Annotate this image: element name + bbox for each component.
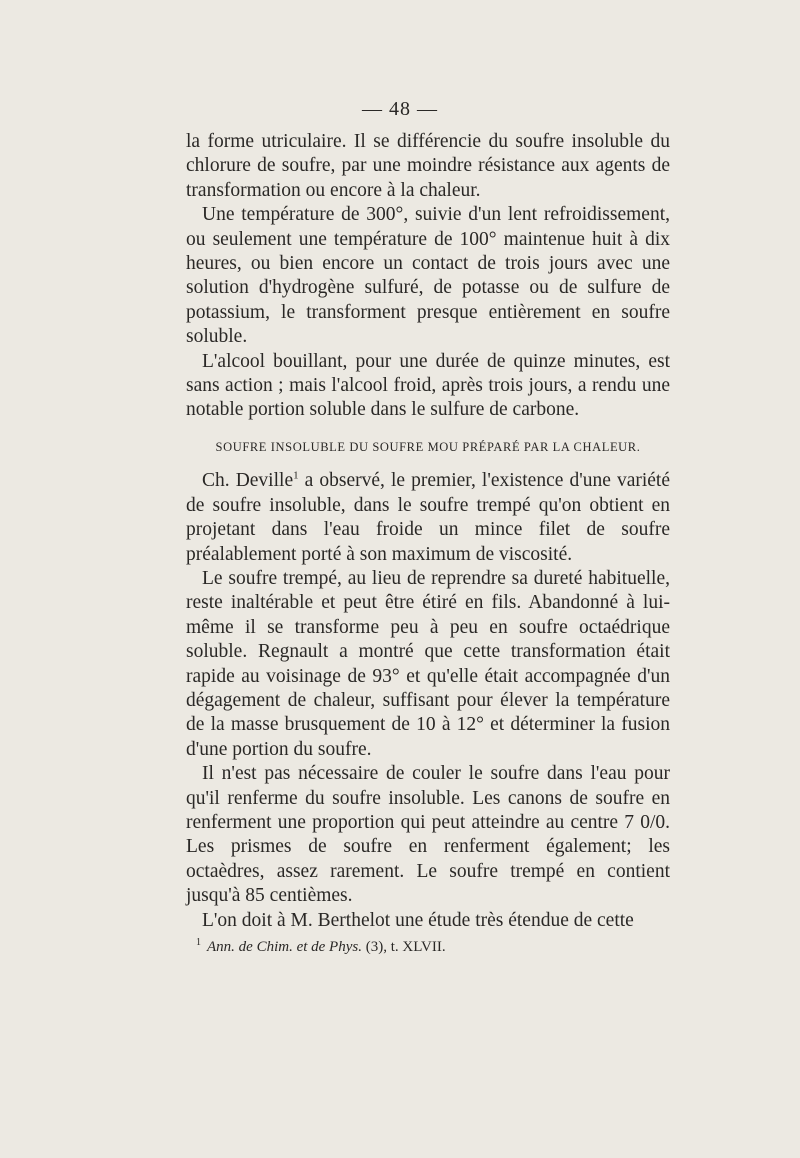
paragraph-2: Une température de 300°, suivie d'un lent refroidissement, ou seulement une température de 100° maintenue huit à dix heures, ou bien encore un contact de trois jours avec une solution d'hydrogène sulfuré, de potasse ou de sulfure de potassium, le transforment presque entièrement en soufre soluble.	[186, 204, 670, 348]
paragraph-5: Le soufre trempé, au lieu de reprendre sa dureté habituelle, reste inaltérable et peut être étiré en fils. Abandonné à lui-même il se transforme peu à peu en soufre octaédrique soluble. Regnault a montré que cette transformation était rapide au voisinage de 93° et qu'elle était accompagnée d'un dégagement de chaleur, suffisant pour élever la température de la masse brusquement de 10 à 12° et déterminer la fusion d'une portion du soufre.	[186, 567, 670, 760]
paragraph-1: la forme utriculaire. Il se différencie du soufre insoluble du chlorure de soufre, par une moindre résistance aux agents de transformation ou encore à la chaleur.	[186, 131, 670, 201]
footnote-mark: 1	[196, 937, 201, 948]
paragraph-4-rest: a observé, le premier, l'existence d'une variété de soufre insoluble, dans le soufre trempé qu'on obtient en projetant dans l'eau froide un mince filet de soufre préalablement porté à son maximum de viscosité.	[186, 470, 670, 565]
footnote	[196, 937, 446, 956]
paragraph-4	[186, 469, 670, 567]
footnote-reference: 1	[293, 469, 299, 482]
page-number: — 48 —	[362, 98, 438, 120]
paragraph-4-start: Ch. Deville	[202, 470, 294, 492]
section-heading: SOUFRE INSOLUBLE DU SOUFRE MOU PRÉPARÉ PAR LA CHALEUR.	[215, 439, 641, 454]
footnote-journal: Ann. de Chim. et de Phys.	[207, 939, 362, 955]
paragraph-3: L'alcool bouillant, pour une durée de quinze minutes, est sans action ; mais l'alcool froid, après trois jours, a rendu une notable portion soluble dans le sulfure de carbone.	[186, 350, 670, 421]
body-text	[186, 130, 670, 933]
paragraph-6: Il n'est pas nécessaire de couler le soufre dans l'eau pour qu'il renferme du soufre insoluble. Les canons de soufre en renferment une proportion qui peut atteindre au centre 7 0/0. Les prismes de soufre en renferment également; les octaèdres, assez rarement. Le soufre trempé en contient jusqu'à 85 centièmes.	[186, 763, 670, 907]
paragraph-7: L'on doit à M. Berthelot une étude très étendue de cette	[202, 909, 634, 931]
footnote-citation: (3), t. XLVII.	[361, 939, 446, 955]
